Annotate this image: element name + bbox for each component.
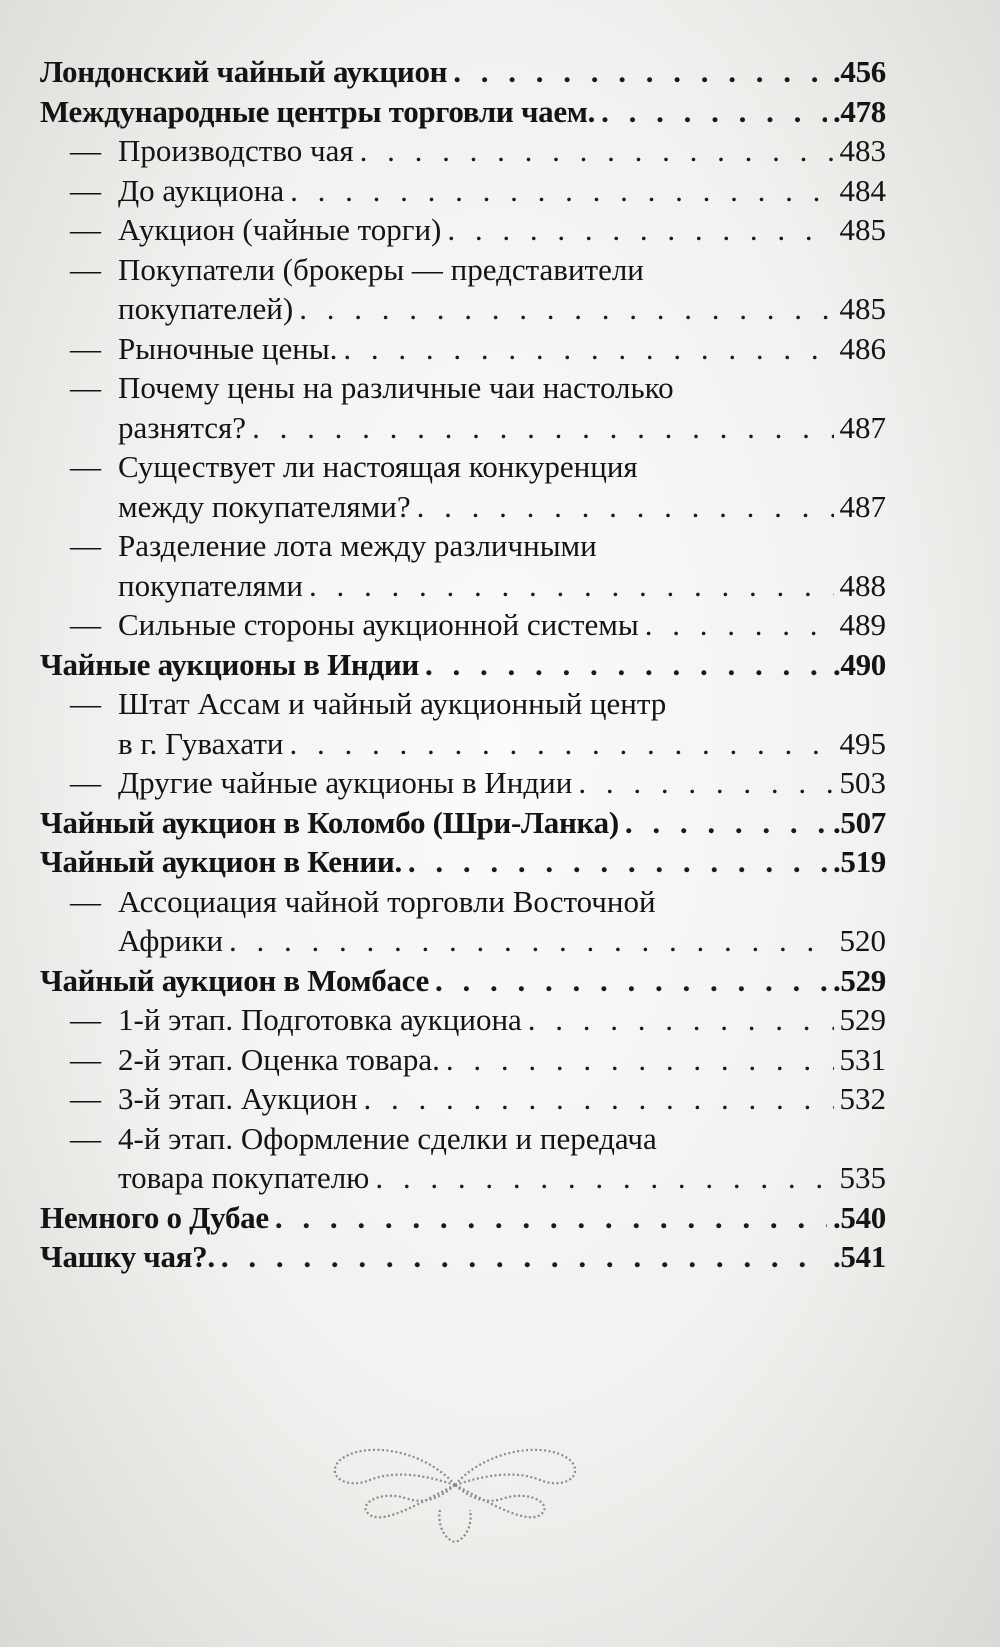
leader-dots <box>408 842 827 882</box>
toc-subentry-title: 2-й этап. Оценка товара. <box>118 1041 440 1077</box>
toc-entry-title: Международные центры торговли чаем. <box>40 93 596 129</box>
leader-dots <box>364 1079 834 1119</box>
toc-subentry-page: 485 <box>839 212 886 247</box>
toc-subentry-title-line2: Африки <box>118 923 224 958</box>
flourish-ornament-icon <box>325 1430 585 1550</box>
toc-entry-page: .456 <box>832 54 886 89</box>
toc-entry-title: Чайный аукцион в Коломбо (Шри-Ланка) <box>40 804 619 840</box>
toc-entry <box>40 645 886 685</box>
leader-dots <box>309 566 833 606</box>
toc-subentry-page: 503 <box>839 765 886 800</box>
toc-subentry <box>40 171 886 211</box>
em-dash: — <box>70 1120 101 1156</box>
toc-subentry-title-line2: между покупателями? <box>118 488 411 524</box>
toc-entry-page: .529 <box>832 962 886 998</box>
toc-subentry-title: Производство чая <box>118 133 354 168</box>
toc-subentry-page: 489 <box>839 607 886 642</box>
em-dash: — <box>70 686 101 721</box>
leader-dots <box>425 645 827 685</box>
toc-entry-title: Чайный аукцион в Момбасе <box>40 962 429 998</box>
toc-subentry <box>40 684 886 763</box>
toc-subentry-page: 486 <box>839 330 886 366</box>
toc-subentry-title: Сильные стороны аукционной системы <box>118 607 639 642</box>
toc-entry-page: .540 <box>832 1199 886 1235</box>
toc-subentry-title: Аукцион (чайные торги) <box>118 212 442 247</box>
toc-subentry-title-line1: Штат Ассам и чайный аукционный центр <box>118 686 667 721</box>
leader-dots <box>578 763 833 803</box>
em-dash: — <box>70 370 101 405</box>
toc-subentry-page: 483 <box>839 133 886 168</box>
toc-subentry-title-line1: Покупатели (брокеры — представители <box>118 251 644 287</box>
leader-dots <box>229 921 833 961</box>
toc-subentry-title-line2: товара покупателю <box>118 1160 370 1195</box>
toc-entry-page: .541 <box>832 1239 886 1274</box>
leader-dots <box>625 803 827 843</box>
toc-entry-page: .490 <box>832 646 886 682</box>
em-dash: — <box>70 607 101 642</box>
toc-subentry <box>40 1079 886 1119</box>
toc-subentry-title-line2: покупателей) <box>118 291 294 326</box>
em-dash: — <box>70 449 101 484</box>
toc-subentry-title-line1: Ассоциация чайной торговли Восточной <box>118 883 656 919</box>
leader-dots <box>447 210 833 250</box>
toc-entry <box>40 1237 886 1277</box>
toc-subentry-page: 535 <box>839 1160 886 1195</box>
toc-entry <box>40 961 886 1001</box>
leader-dots <box>290 171 833 211</box>
toc-subentry-title: 3-й этап. Аукцион <box>118 1081 358 1116</box>
toc-subentry-page: 532 <box>839 1081 886 1116</box>
toc-entry-page: .507 <box>832 804 886 840</box>
leader-dots <box>453 52 827 92</box>
toc-subentry <box>40 250 886 329</box>
table-of-contents <box>40 52 886 1277</box>
toc-subentry-page: 531 <box>839 1041 886 1077</box>
leader-dots <box>601 92 827 132</box>
toc-subentry-page: 488 <box>839 567 886 603</box>
em-dash: — <box>70 172 101 208</box>
em-dash: — <box>70 212 101 247</box>
toc-entry-title: Немного о Дубае <box>40 1199 269 1235</box>
toc-subentry-title-line2: в г. Гувахати <box>118 725 284 761</box>
toc-subentry-title-line1: 4-й этап. Оформление сделки и передача <box>118 1120 657 1156</box>
leader-dots <box>446 1040 834 1080</box>
toc-subentry <box>40 210 886 250</box>
toc-subentry-page: 495 <box>839 725 886 761</box>
toc-entry <box>40 52 886 92</box>
toc-entry-title: Чайный аукцион в Кении. <box>40 844 402 879</box>
toc-entry <box>40 1198 886 1238</box>
em-dash: — <box>70 1041 101 1077</box>
toc-subentry-title: До аукциона <box>118 172 285 208</box>
toc-subentry <box>40 763 886 803</box>
em-dash: — <box>70 765 101 800</box>
leader-dots <box>290 724 834 764</box>
toc-subentry <box>40 131 886 171</box>
leader-dots <box>221 1237 827 1277</box>
toc-subentry-page: 487 <box>839 488 886 524</box>
toc-subentry <box>40 526 886 605</box>
toc-subentry <box>40 1000 886 1040</box>
toc-subentry-page: 520 <box>839 923 886 958</box>
toc-subentry <box>40 882 886 961</box>
leader-dots <box>417 487 834 527</box>
toc-entry <box>40 803 886 843</box>
leader-dots <box>528 1000 834 1040</box>
toc-entry <box>40 92 886 132</box>
toc-entry-page: .478 <box>832 93 886 129</box>
leader-dots <box>375 1158 833 1198</box>
toc-subentry-page: 487 <box>839 409 886 445</box>
toc-subentry-title: Другие чайные аукционы в Индии <box>118 765 573 800</box>
leader-dots <box>252 408 833 448</box>
toc-subentry <box>40 1040 886 1080</box>
toc-subentry <box>40 329 886 369</box>
toc-subentry <box>40 1119 886 1198</box>
em-dash: — <box>70 883 101 919</box>
toc-entry-title: Чайные аукционы в Индии <box>40 646 419 682</box>
toc-entry-page: .519 <box>832 844 886 879</box>
toc-subentry-page: 484 <box>839 172 886 208</box>
leader-dots <box>645 605 834 645</box>
toc-subentry-title-line2: покупателями <box>118 567 304 603</box>
toc-subentry-title: Рыночные цены. <box>118 330 338 366</box>
toc-entry <box>40 842 886 882</box>
em-dash: — <box>70 133 101 168</box>
toc-subentry-title-line1: Существует ли настоящая конкуренция <box>118 449 638 484</box>
toc-subentry-title-line1: Разделение лота между различными <box>118 528 597 563</box>
toc-subentry-title-line1: Почему цены на различные чаи настолько <box>118 370 674 405</box>
em-dash: — <box>70 330 101 366</box>
toc-subentry <box>40 368 886 447</box>
toc-subentry-page: 485 <box>839 291 886 326</box>
toc-subentry-title-line2: разнятся? <box>118 409 247 445</box>
leader-dots <box>360 131 834 171</box>
em-dash: — <box>70 251 101 287</box>
em-dash: — <box>70 1081 101 1116</box>
toc-entry-title: Лондонский чайный аукцион <box>40 54 448 89</box>
toc-entry-title: Чашку чая?. <box>40 1239 215 1274</box>
em-dash: — <box>70 1002 101 1037</box>
leader-dots <box>299 289 833 329</box>
leader-dots <box>275 1198 827 1238</box>
leader-dots <box>435 961 827 1001</box>
leader-dots <box>343 329 833 369</box>
toc-subentry <box>40 447 886 526</box>
toc-subentry-title: 1-й этап. Подготовка аукциона <box>118 1002 522 1037</box>
toc-subentry-page: 529 <box>839 1002 886 1037</box>
em-dash: — <box>70 528 101 563</box>
toc-subentry <box>40 605 886 645</box>
